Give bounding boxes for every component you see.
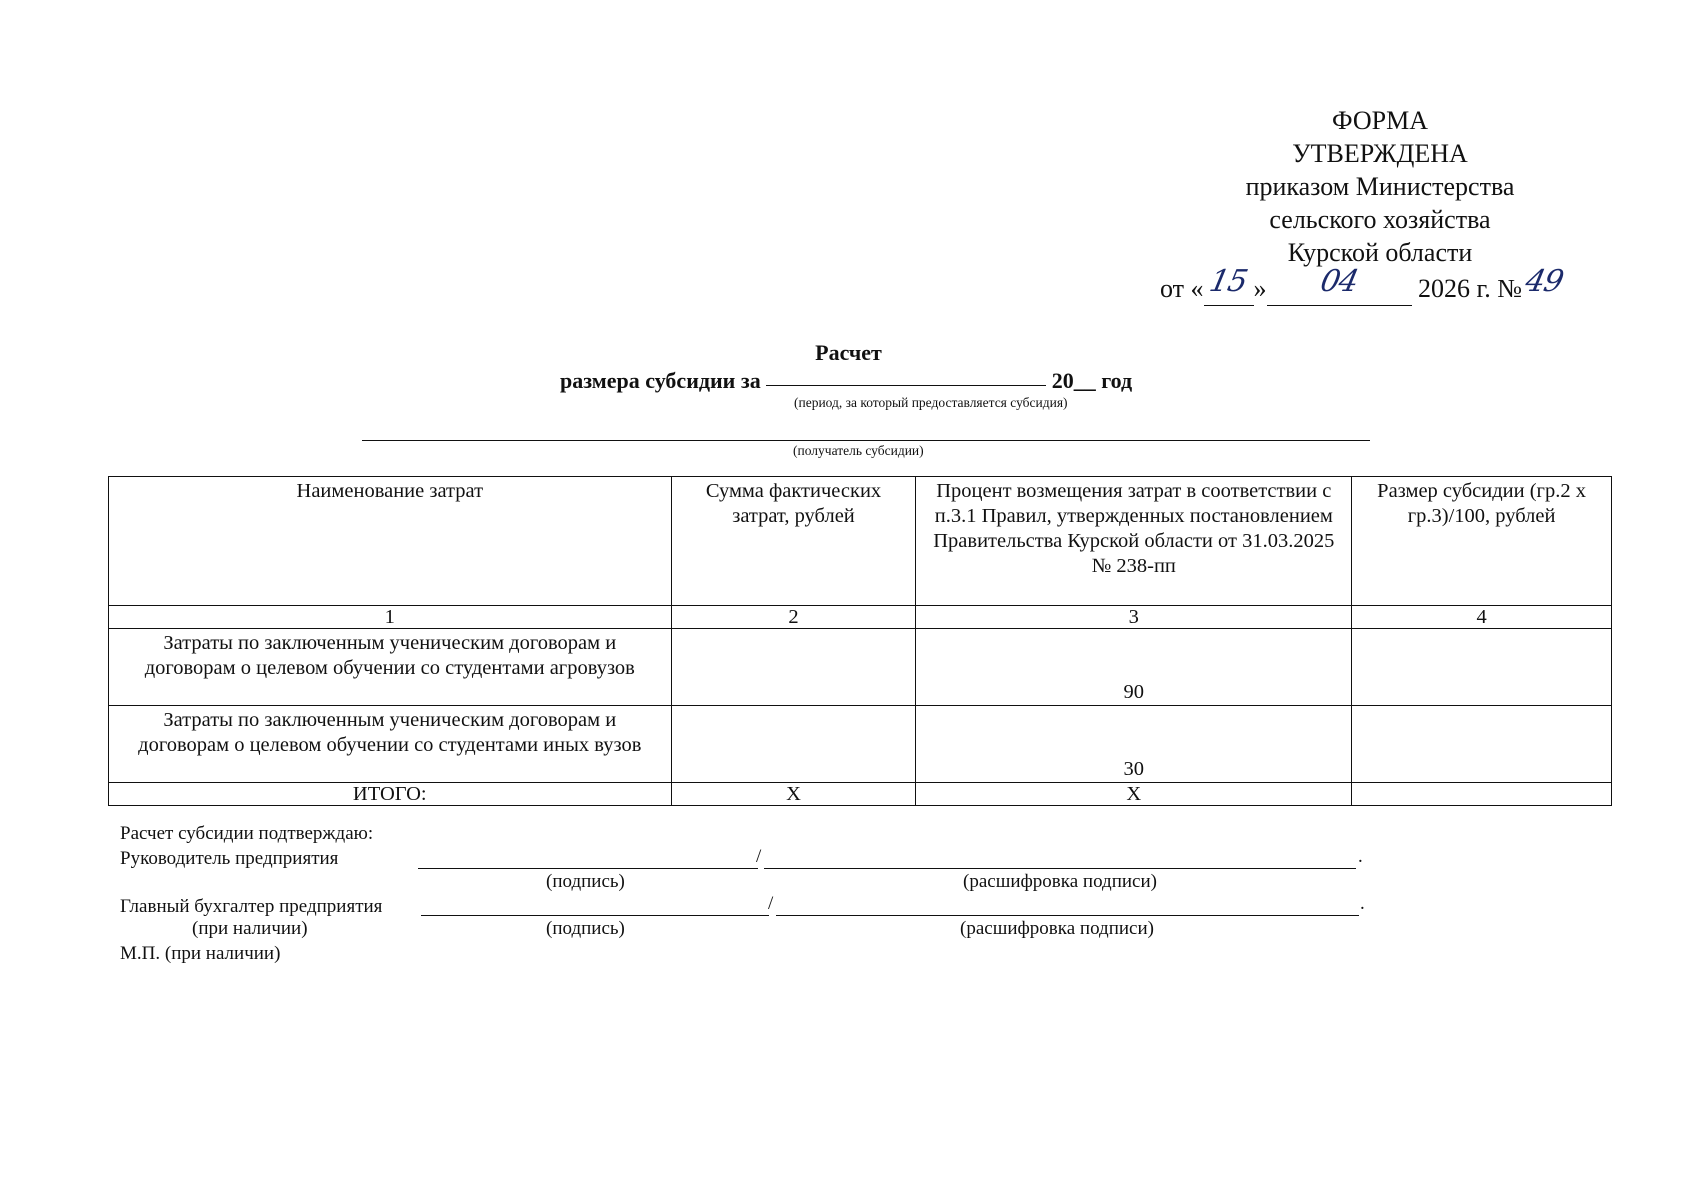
column-number: 3 xyxy=(916,606,1352,629)
approval-line-ministry: сельского хозяйства xyxy=(1269,205,1491,234)
approval-line-order: приказом Министерства xyxy=(1245,172,1515,201)
sum-cell xyxy=(671,706,916,783)
column-number-row xyxy=(109,606,1612,629)
period-field xyxy=(766,385,1046,386)
date-prefix: от « xyxy=(1160,274,1204,303)
approval-date-line xyxy=(1160,264,1566,306)
accountant-period: . xyxy=(1360,893,1365,914)
approval-line-approved: УТВЕРЖДЕНА xyxy=(1292,139,1468,168)
header-cost-name: Наименование затрат xyxy=(109,477,672,606)
header-subsidy: Размер субсидии (гр.2 х гр.3)/100, рублей xyxy=(1352,477,1612,606)
table-row xyxy=(109,629,1612,706)
cost-name-cell: Затраты по заключенным ученическим договорам и договорам о целевом обучении со студентами иных вузов xyxy=(109,706,672,783)
subsidy-cell xyxy=(1352,629,1612,706)
accountant-slash: / xyxy=(768,893,774,914)
date-mid: » xyxy=(1253,274,1267,303)
subsidy-table xyxy=(108,476,1612,806)
percent-cell: 90 xyxy=(916,629,1352,706)
month-handwritten: 04 xyxy=(1317,264,1361,299)
head-decoding-line xyxy=(764,868,1356,869)
accountant-label: Главный бухгалтер предприятия xyxy=(120,896,383,917)
total-sum: Х xyxy=(671,783,916,806)
header-percent: Процент возмещения затрат в соответствии с п.3.1 Правил, утвержденных постановлением Правительства Курской области от 31.03.2025 № 238-пп xyxy=(916,477,1352,606)
period-hint: (период, за который предоставляется субсидия) xyxy=(794,395,1068,410)
subtitle-prefix: размера субсидии за xyxy=(560,368,761,393)
column-number: 2 xyxy=(671,606,916,629)
percent-cell: 30 xyxy=(916,706,1352,783)
recipient-hint: (получатель субсидии) xyxy=(793,443,924,458)
accountant-signature-line xyxy=(421,915,769,916)
cost-name-cell: Затраты по заключенным ученическим договорам и договорам о целевом обучении со студентами агровузов xyxy=(109,629,672,706)
year-text: 2026 г. № xyxy=(1418,274,1523,303)
number-handwritten: 49 xyxy=(1522,264,1566,299)
header-actual-sum: Сумма фактических затрат, рублей xyxy=(671,477,916,606)
head-slash: / xyxy=(756,846,762,867)
document-title: Расчет xyxy=(815,340,882,365)
total-percent: Х xyxy=(916,783,1352,806)
total-row xyxy=(109,783,1612,806)
day-field xyxy=(1204,264,1254,306)
head-signature-line xyxy=(418,868,758,869)
head-period: . xyxy=(1358,846,1363,867)
accountant-note: (при наличии) xyxy=(192,918,308,939)
document-subtitle xyxy=(560,368,1132,394)
table-row xyxy=(109,706,1612,783)
accountant-decoding-hint: (расшифровка подписи) xyxy=(960,918,1154,939)
confirm-text: Расчет субсидии подтверждаю: xyxy=(120,823,374,844)
approval-block xyxy=(1120,104,1640,269)
subsidy-cell xyxy=(1352,706,1612,783)
approval-line-region: Курской области xyxy=(1287,238,1473,267)
head-label: Руководитель предприятия xyxy=(120,848,339,869)
recipient-line xyxy=(362,440,1370,441)
head-signature-hint: (подпись) xyxy=(546,871,625,892)
total-subsidy xyxy=(1352,783,1612,806)
subtitle-year: 20__ год xyxy=(1051,368,1133,393)
approval-line-form: ФОРМА xyxy=(1332,106,1428,135)
column-number: 4 xyxy=(1352,606,1612,629)
total-label: ИТОГО: xyxy=(109,783,672,806)
head-decoding-hint: (расшифровка подписи) xyxy=(963,871,1157,892)
accountant-decoding-line xyxy=(776,915,1359,916)
day-handwritten: 15 xyxy=(1206,264,1251,299)
accountant-signature-hint: (подпись) xyxy=(546,918,625,939)
stamp-label: М.П. (при наличии) xyxy=(120,943,281,964)
table-header-row xyxy=(109,477,1612,606)
sum-cell xyxy=(671,629,916,706)
column-number: 1 xyxy=(109,606,672,629)
number-field xyxy=(1522,264,1566,306)
month-field xyxy=(1267,264,1412,306)
